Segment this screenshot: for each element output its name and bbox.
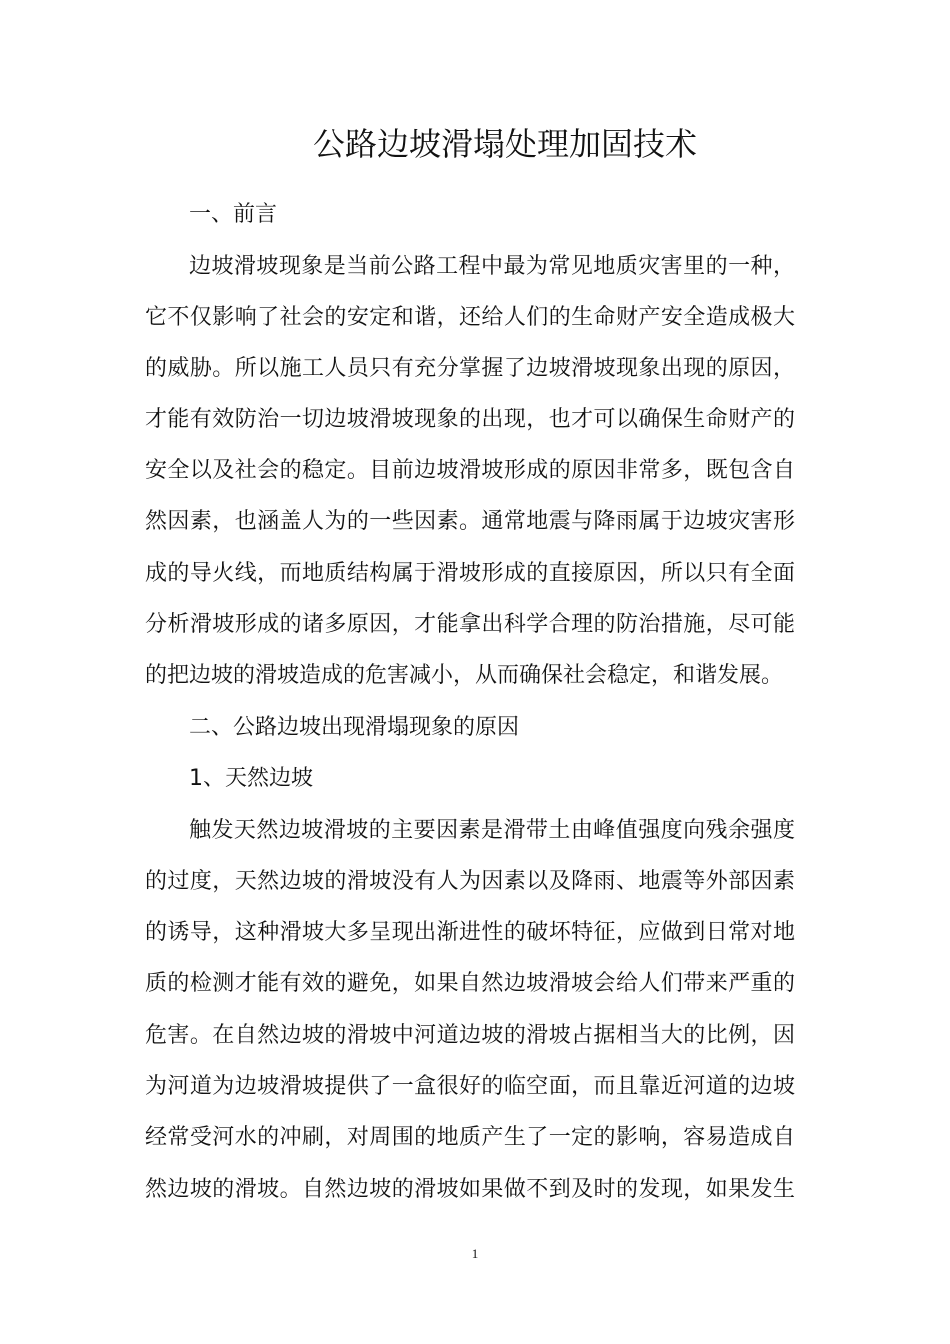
section-heading-causes: 二、公路边坡出现滑塌现象的原因 xyxy=(189,715,520,740)
paragraph-line: 危害。在自然边坡的滑坡中河道边坡的滑坡占据相当大的比例，因 xyxy=(145,1023,795,1048)
paragraph-line: 成的导火线，而地质结构属于滑坡形成的直接原因，所以只有全面 xyxy=(145,561,795,586)
paragraph-line: 经常受河水的冲刷，对周围的地质产生了一定的影响，容易造成自 xyxy=(145,1125,795,1150)
paragraph-line: 边坡滑坡现象是当前公路工程中最为常见地质灾害里的一种， xyxy=(189,254,795,279)
paragraph-line: 才能有效防治一切边坡滑坡现象的出现，也才可以确保生命财产的 xyxy=(145,407,795,432)
paragraph-line: 的把边坡的滑坡造成的危害减小，从而确保社会稳定，和谐发展。 xyxy=(145,663,784,688)
paragraph-line: 质的检测才能有效的避免，如果自然边坡滑坡会给人们带来严重的 xyxy=(145,971,795,996)
page-title: 公路边坡滑塌处理加固技术 xyxy=(312,125,697,163)
paragraph-line: 安全以及社会的稳定。目前边坡滑坡形成的原因非常多，既包含自 xyxy=(145,458,795,483)
paragraph-line: 的威胁。所以施工人员只有充分掌握了边坡滑坡现象出现的原因， xyxy=(145,356,795,381)
paragraph-line: 的过度，天然边坡的滑坡没有人为因素以及降雨、地震等外部因素 xyxy=(145,869,795,894)
section-heading-preface: 一、前言 xyxy=(189,202,278,227)
paragraph-line: 然边坡的滑坡。自然边坡的滑坡如果做不到及时的发现，如果发生 xyxy=(145,1177,795,1202)
page-number: 1 xyxy=(471,1246,479,1261)
paragraph-line: 触发天然边坡滑坡的主要因素是滑带土由峰值强度向残余强度 xyxy=(189,818,795,843)
paragraph-line: 分析滑坡形成的诸多原因，才能拿出科学合理的防治措施，尽可能 xyxy=(145,612,795,637)
paragraph-line: 为河道为边坡滑坡提供了一盒很好的临空面，而且靠近河道的边坡 xyxy=(145,1074,795,1099)
subsection-heading-natural-slope: 1、天然边坡 xyxy=(189,766,313,791)
paragraph-line: 它不仅影响了社会的安定和谐，还给人们的生命财产安全造成极大 xyxy=(145,305,795,330)
paragraph-line: 的诱导，这种滑坡大多呈现出渐进性的破坏特征，应做到日常对地 xyxy=(145,920,795,945)
paragraph-line: 然因素，也涵盖人为的一些因素。通常地震与降雨属于边坡灾害形 xyxy=(145,509,795,534)
